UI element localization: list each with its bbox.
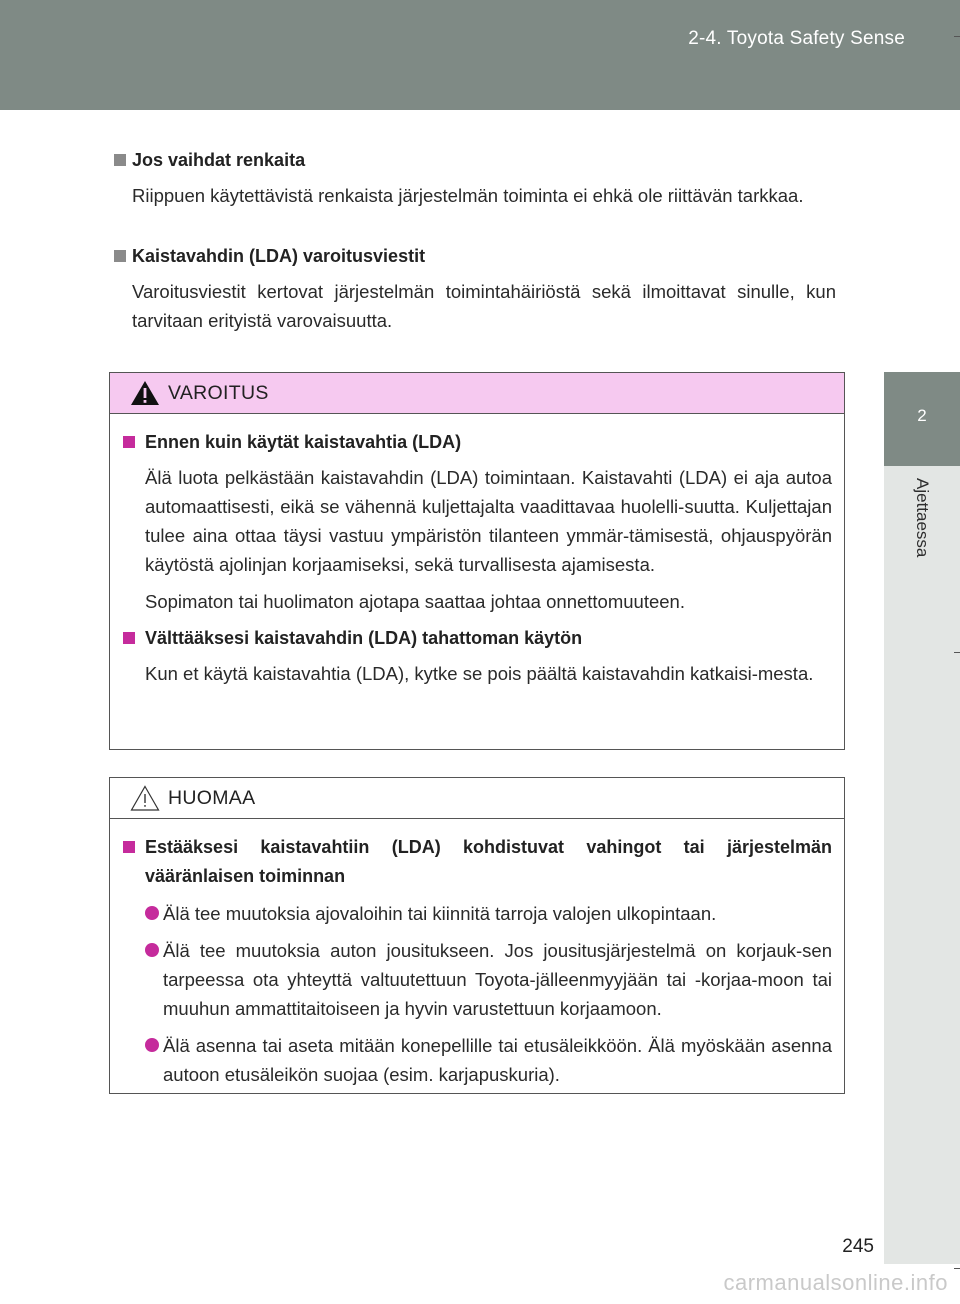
- warning-title: VAROITUS: [168, 382, 269, 404]
- section-text: Varoitusviestit kertovat järjestelmän toimintahäiriöstä sekä ilmoittavat sinulle, kun tarvitaan erityistä varovaisuutta.: [132, 281, 836, 331]
- warning-item-text: Älä luota pelkästään kaistavahdin (LDA) toimintaan. Kaistavahti (LDA) ei aja autoa automaattisesti, eikä se vähennä kuljettajalta vaadittavaa huolelli-suutta. Kuljettajan tulee aina ottaa täysi vastuu ympäristön tilanteen ymmär-tämisestä, ohjauspyörän käytöstä ajolinjan korjaamiseksi, sekä turvallisesta ajamisesta.: [145, 467, 832, 575]
- crop-mark: [954, 1268, 960, 1269]
- section-heading: Kaistavahdin (LDA) varoitusviestit: [114, 243, 836, 269]
- notice-bullet: Älä tee muutoksia ajovaloihin tai kiinnitä tarroja valojen ulkopintaan.: [123, 899, 832, 928]
- chapter-strip: [884, 466, 960, 1264]
- chapter-tab: [884, 372, 960, 466]
- section-title: 2-4. Toyota Safety Sense: [688, 28, 905, 49]
- notice-title: HUOMAA: [168, 787, 256, 809]
- notice-body: [110, 819, 844, 1089]
- page-number: 245: [842, 1236, 874, 1257]
- square-bullet-icon: [123, 436, 135, 448]
- section-text: Riippuen käytettävistä renkaista järjestelmän toiminta ei ehkä ole riittävän tarkkaa.: [132, 185, 804, 206]
- warning-item-text: Kun et käytä kaistavahtia (LDA), kytke se pois päältä kaistavahdin katkaisi-mesta.: [145, 663, 814, 684]
- chapter-number: 2: [917, 406, 927, 425]
- warning-triangle-icon: [130, 380, 160, 406]
- notice-box-header: [110, 778, 844, 819]
- section-heading: Jos vaihdat renkaita: [114, 147, 836, 173]
- circle-bullet-icon: [145, 906, 159, 920]
- watermark: carmanualsonline.info: [723, 1270, 948, 1295]
- section-tires: [114, 147, 836, 210]
- square-bullet-icon: [123, 841, 135, 853]
- section-warning-messages: [114, 243, 836, 335]
- warning-item-heading: Välttääksesi kaistavahdin (LDA) tahattoman käytön: [123, 624, 832, 653]
- warning-item-heading: Ennen kuin käytät kaistavahtia (LDA): [123, 428, 832, 457]
- crop-mark: [954, 36, 960, 37]
- circle-bullet-icon: [145, 943, 159, 957]
- notice-heading: Estääksesi kaistavahtiin (LDA) kohdistuvat vahingot tai järjestelmän vääränlaisen toiminnan: [123, 833, 832, 891]
- notice-bullet: Älä tee muutoksia auton jousitukseen. Jos jousitusjärjestelmä on korjauk-sen tarpeessa ota yhteyttä valtuutettuun Toyota-jälleenmyyjään tai -korjaa-moon tai muuhun ammattitaitoiseen ja hyvin varustettuun korjaamoon.: [123, 936, 832, 1023]
- square-bullet-icon: [114, 250, 126, 262]
- notice-box: [109, 777, 845, 1094]
- warning-box-header: [110, 373, 844, 414]
- circle-bullet-icon: [145, 1038, 159, 1052]
- square-bullet-icon: [114, 154, 126, 166]
- warning-body: [110, 414, 844, 688]
- chapter-label: Ajettaessa: [913, 478, 932, 558]
- page-header: [0, 0, 960, 110]
- warning-box: [109, 372, 845, 750]
- notice-bullet: Älä asenna tai aseta mitään konepellille tai etusäleikköön. Älä myöskään asenna autoon etusäleikön suojaa (esim. karjapuskuria).: [123, 1031, 832, 1089]
- square-bullet-icon: [123, 632, 135, 644]
- warning-item-text: Sopimaton tai huolimaton ajotapa saattaa johtaa onnettomuuteen.: [145, 591, 685, 612]
- caution-triangle-icon: [130, 785, 160, 811]
- crop-mark: [954, 652, 960, 653]
